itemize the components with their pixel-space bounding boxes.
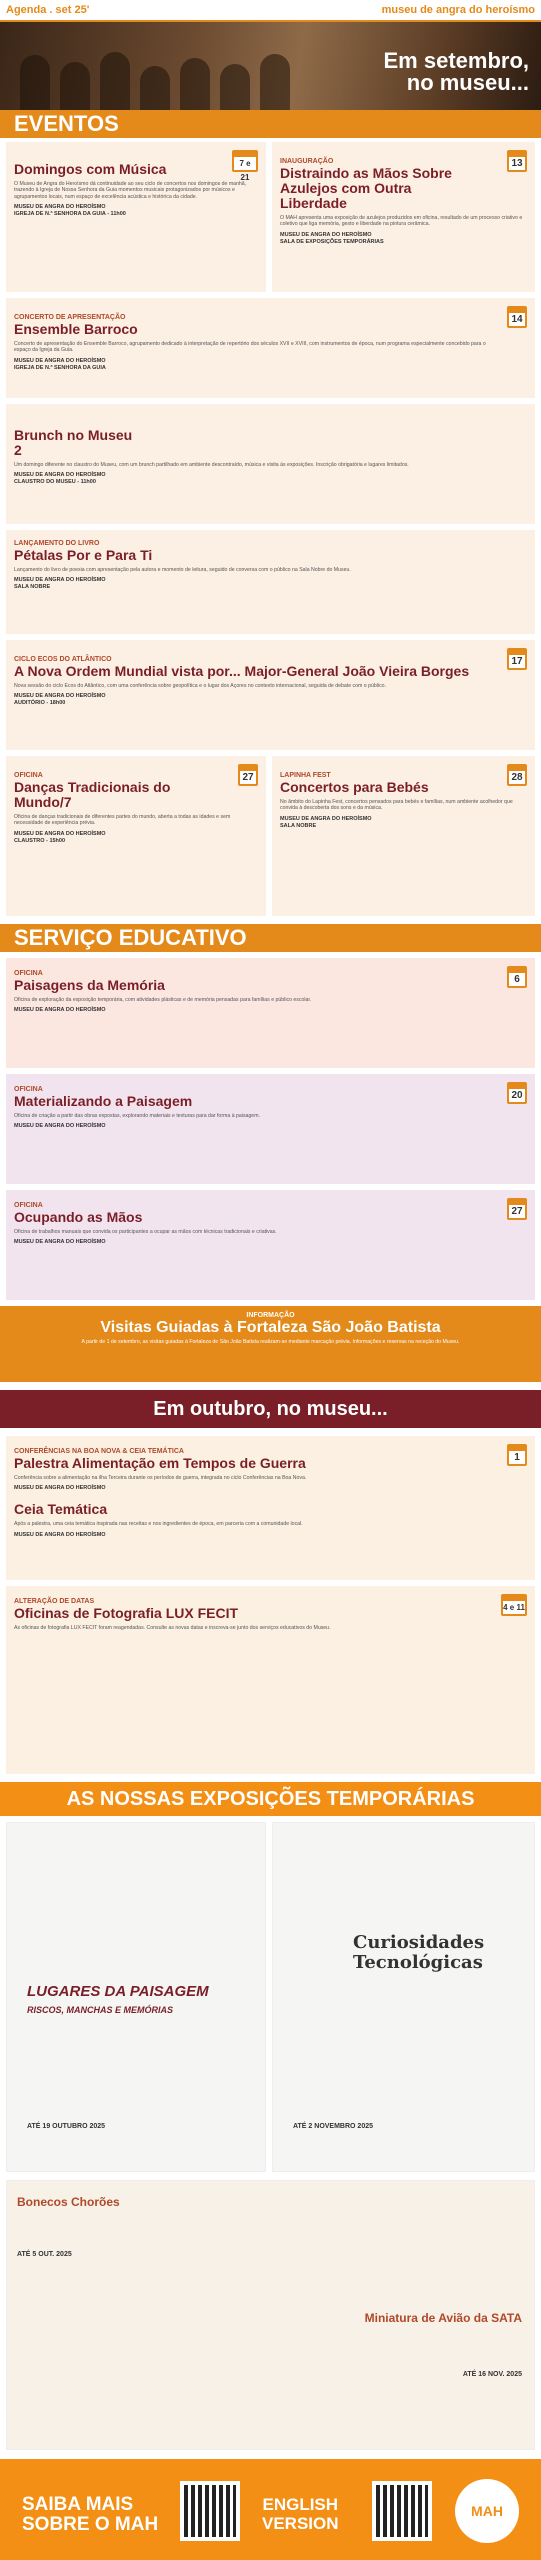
event-tag: CICLO ECOS DO ATLÂNTICO	[14, 656, 112, 663]
calendar-icon	[507, 966, 527, 988]
hero-title-line2: no museu...	[406, 70, 529, 95]
event-card[interactable]	[6, 756, 266, 916]
event-title: Concertos para Bebés	[280, 779, 429, 795]
event-loc-detail: SALA DE EXPOSIÇÕES TEMPORÁRIAS	[280, 238, 384, 245]
mostra-title: Bonecos Chorões	[17, 2195, 120, 2209]
event-loc-name: MUSEU DE ANGRA DO HEROÍSMO	[280, 815, 372, 822]
workshop-description: Oficina de exploração da exposição temporária, com atividades plásticas e de memória pensadas para famílias e público escolar.	[14, 997, 312, 1003]
section-exposicoes: AS NOSSAS EXPOSIÇÕES TEMPORÁRIAS	[0, 1782, 541, 1816]
event-location	[14, 358, 527, 372]
hero-title-line1: Em setembro,	[383, 48, 529, 73]
visitas-title: Visitas Guiadas à Fortaleza São João Batista	[100, 1319, 441, 1336]
qr-code-mah[interactable]	[180, 2481, 240, 2541]
event-description: Nova sessão do ciclo Ecos do Atlântico, com uma conferência sobre geopolítica e o lugar dos Açores no contexto internacional, seguida de debate com o público.	[14, 683, 386, 689]
event-tag: LAPINHA FEST	[280, 772, 331, 779]
event-date: 17	[511, 656, 523, 667]
calendar-icon	[507, 1198, 527, 1220]
event-description: As oficinas de fotografia LUX FECIT foram reagendadas. Consulte as novas datas e inscreva-se junto dos serviços educativos do Museu.	[14, 1625, 331, 1631]
footer	[0, 2459, 541, 2560]
event-location	[14, 693, 527, 707]
event-title: Danças Tradicionais do Mundo/7	[14, 779, 171, 810]
calendar-icon	[507, 764, 527, 786]
footer-english	[262, 2495, 339, 2533]
event-description: Oficina de danças tradicionais de diferentes partes do mundo, aberta a todas as idades e sem necessidade de experiência prévia.	[14, 814, 231, 827]
event-title: A Nova Ordem Mundial vista por... Major-General João Vieira Borges	[14, 663, 470, 679]
visitas-banner	[0, 1306, 541, 1382]
workshop-date: 6	[514, 974, 520, 985]
event-loc-detail: IGREJA DE N.ª SENHORA DA GUIA	[14, 364, 106, 371]
hero-banner	[0, 22, 541, 110]
exhibition-card[interactable]	[6, 1822, 266, 2172]
event-location	[14, 204, 258, 218]
event-location	[280, 816, 527, 830]
workshop-title: Paisagens da Memória	[14, 977, 165, 993]
exhibition-title: LUGARES DA PAISAGEM	[27, 1983, 209, 2000]
calendar-icon	[507, 1082, 527, 1104]
event-date: 27	[242, 772, 254, 783]
footer-saiba-line2: SOBRE O MAH	[22, 2514, 159, 2535]
section-outubro: Em outubro, no museu...	[0, 1390, 541, 1428]
section-servico-educativo: SERVIÇO EDUCATIVO	[0, 924, 541, 952]
event-loc-name: MUSEU DE ANGRA DO HEROÍSMO	[14, 830, 106, 837]
event-location: MUSEU DE ANGRA DO HEROÍSMO	[14, 1485, 106, 1492]
event-description: Lançamento do livro de poesia com apresentação pela autora e momento de leitura, seguido de conversa com o público na Sala Nobre do Museu.	[14, 567, 351, 573]
museum-name: museu de angra do heroísmo	[381, 4, 535, 16]
event-card[interactable]	[272, 756, 535, 916]
event-description: No âmbito do Lapinha Fest, concertos pensados para bebés e famílias, num ambiente acolhedor que convida à descoberta dos sons e da música.	[280, 799, 513, 812]
mostras-panel	[6, 2180, 535, 2450]
event-location	[14, 577, 527, 591]
calendar-icon	[507, 150, 527, 172]
mah-logo: MAH	[455, 2479, 519, 2543]
event-title: Domingos com Música	[14, 161, 167, 177]
event-title: Brunch no Museu 2	[14, 427, 133, 458]
hero-title	[384, 50, 530, 94]
footer-saiba-line1: SAIBA MAIS	[22, 2494, 134, 2515]
workshop-card[interactable]	[6, 1074, 535, 1184]
workshop-location: MUSEU DE ANGRA DO HEROÍSMO	[14, 1123, 106, 1130]
event-loc-name: MUSEU DE ANGRA DO HEROÍSMO	[14, 357, 106, 364]
workshop-card[interactable]	[6, 958, 535, 1068]
exhibition-until: ATÉ 2 NOVEMBRO 2025	[293, 2123, 374, 2130]
event-tag: CONFERÊNCIAS NA BOA NOVA & CEIA TEMÁTICA	[14, 1448, 184, 1455]
event-description: O Museu de Angra do Heroísmo dá continuidade ao seu ciclo de concertos nos domingos de manhã, trazendo à Igreja de Nossa Senhora da Guia momentos musicais protagonizados por músicos e agrupamentos locais, num espaço de excelência acústica e histórica da cidade.	[14, 181, 247, 200]
workshop-description: Oficina de trabalhos manuais que convida os participantes a ocupar as mãos com técnicas tradicionais e criativas.	[14, 1229, 277, 1235]
event-title: Ceia Temática	[14, 1501, 108, 1518]
event-location: MUSEU DE ANGRA DO HEROÍSMO	[14, 1531, 106, 1538]
event-card[interactable]	[6, 1436, 535, 1580]
event-tag: LANÇAMENTO DO LIVRO	[14, 540, 100, 547]
exhibition-card[interactable]	[272, 1822, 535, 2172]
workshop-tag: OFICINA	[14, 1202, 43, 1209]
footer-english-line2: VERSION	[262, 2514, 339, 2533]
calendar-icon	[238, 764, 258, 786]
event-card[interactable]	[6, 530, 535, 634]
event-loc-detail: SALA NOBRE	[280, 822, 317, 829]
calendar-icon	[507, 306, 527, 328]
event-title: Palestra Alimentação em Tempos de Guerra	[14, 1455, 306, 1471]
mostra-title: Miniatura de Avião da SATA	[364, 2311, 522, 2325]
event-loc-name: MUSEU DE ANGRA DO HEROÍSMO	[14, 472, 106, 479]
event-card[interactable]	[6, 1586, 535, 1774]
mostra-until: ATÉ 16 NOV. 2025	[462, 2371, 522, 2378]
event-title: Oficinas de Fotografia LUX FECIT	[14, 1605, 239, 1621]
visitas-description: A partir de 1 de setembro, as visitas guiadas à Fortaleza de São João Batista realizam-se mediante marcação prévia. Informações e reservas na receção do Museu.	[81, 1339, 460, 1345]
event-loc-name: MUSEU DE ANGRA DO HEROÍSMO	[280, 231, 372, 238]
exhibition-title: Curiosidades Tecnológicas	[353, 1932, 485, 1973]
workshop-tag: OFICINA	[14, 970, 43, 977]
workshop-title: Materializando a Paisagem	[14, 1093, 193, 1109]
mostra-until: ATÉ 5 OUT. 2025	[17, 2251, 72, 2258]
event-card[interactable]	[272, 142, 535, 292]
exhibition-subtitle: RISCOS, MANCHAS E MEMÓRIAS	[27, 2005, 174, 2015]
agenda-label: Agenda . set 25'	[6, 4, 90, 16]
event-description: Conferência sobre a alimentação na ilha Terceira durante os períodos de guerra, integrada no ciclo Conferências na Boa Nova.	[14, 1475, 307, 1481]
event-description: Após a palestra, uma ceia temática inspirada nas receitas e nos ingredientes de época, em parceria com a comunidade local.	[14, 1521, 303, 1528]
event-date: 7 e 21	[239, 159, 251, 182]
workshop-description: Oficina de criação a partir das obras expostas, explorando materiais e texturas para dar forma à paisagem.	[14, 1113, 260, 1119]
event-location	[280, 232, 527, 246]
event-tag: CONCERTO DE APRESENTAÇÃO	[14, 314, 126, 321]
calendar-icon	[232, 150, 258, 182]
event-date: 13	[511, 158, 523, 169]
calendar-icon	[501, 1594, 527, 1616]
event-title: Ensemble Barroco	[14, 321, 138, 337]
workshop-location: MUSEU DE ANGRA DO HEROÍSMO	[14, 1007, 106, 1014]
calendar-icon	[507, 648, 527, 670]
event-card[interactable]	[6, 404, 535, 524]
event-loc-detail: CLAUSTRO - 15h00	[14, 837, 66, 844]
workshop-card[interactable]	[6, 1190, 535, 1300]
event-description: Um domingo diferente no claustro do Museu, com um brunch partilhado em ambiente descontraído, música e visita às exposições. Inscrição obrigatória e lugares limitados.	[14, 462, 409, 468]
workshop-date: 27	[511, 1206, 523, 1217]
event-date: 28	[511, 772, 523, 783]
event-location	[14, 472, 527, 486]
visitas-tag: INFORMAÇÃO	[246, 1312, 295, 1319]
event-loc-detail: AUDITÓRIO - 18h00	[14, 700, 66, 707]
workshop-title: Ocupando as Mãos	[14, 1209, 143, 1225]
event-date: 4 e 11	[503, 1603, 525, 1612]
event-location	[14, 831, 258, 845]
event-loc-detail: CLAUSTRO DO MUSEU - 11h00	[14, 479, 96, 486]
event-card[interactable]	[6, 142, 266, 292]
workshop-tag: OFICINA	[14, 1086, 43, 1093]
event-loc-name: MUSEU DE ANGRA DO HEROÍSMO	[14, 204, 106, 211]
event-tag: OFICINA	[14, 772, 43, 779]
event-tag: ALTERAÇÃO DE DATAS	[14, 1598, 95, 1605]
calendar-icon	[507, 1444, 527, 1466]
event-title: Pétalas Por e Para Ti	[14, 547, 153, 563]
event-loc-name: MUSEU DE ANGRA DO HEROÍSMO	[14, 693, 106, 700]
event-date: 1	[514, 1452, 520, 1463]
event-description: O MAH apresenta uma exposição de azulejos produzidos em oficina, resultado de um processo criativo e coletivo que liga memória, gesto e liberdade na pintura cerâmica.	[280, 215, 523, 228]
event-title: Distraindo as Mãos Sobre Azulejos com Outra Liberdade	[280, 165, 452, 211]
event-card[interactable]	[6, 640, 535, 750]
event-tag: INAUGURAÇÃO	[280, 158, 334, 165]
event-loc-detail: SALA NOBRE	[14, 584, 51, 591]
qr-code-english[interactable]	[372, 2481, 432, 2541]
footer-english-line1: ENGLISH	[262, 2495, 339, 2514]
event-date: 14	[511, 314, 523, 325]
event-card[interactable]	[6, 298, 535, 398]
footer-saiba	[22, 2495, 158, 2535]
section-eventos: EVENTOS	[0, 110, 541, 138]
event-description: Concerto de apresentação do Ensemble Barroco, agrupamento dedicado à interpretação de repertório dos séculos XVII e XVIII, com instrumentos de época, num programa especialmente concebido para o espaço da Igreja da Guia.	[14, 341, 486, 354]
workshop-location: MUSEU DE ANGRA DO HEROÍSMO	[14, 1239, 106, 1246]
event-loc-detail: IGREJA DE N.ª SENHORA DA GUIA - 11h00	[14, 211, 126, 218]
header-bar	[0, 0, 541, 22]
event-loc-name: MUSEU DE ANGRA DO HEROÍSMO	[14, 577, 106, 584]
exhibition-until: ATÉ 19 OUTUBRO 2025	[27, 2123, 106, 2130]
workshop-date: 20	[511, 1090, 523, 1101]
